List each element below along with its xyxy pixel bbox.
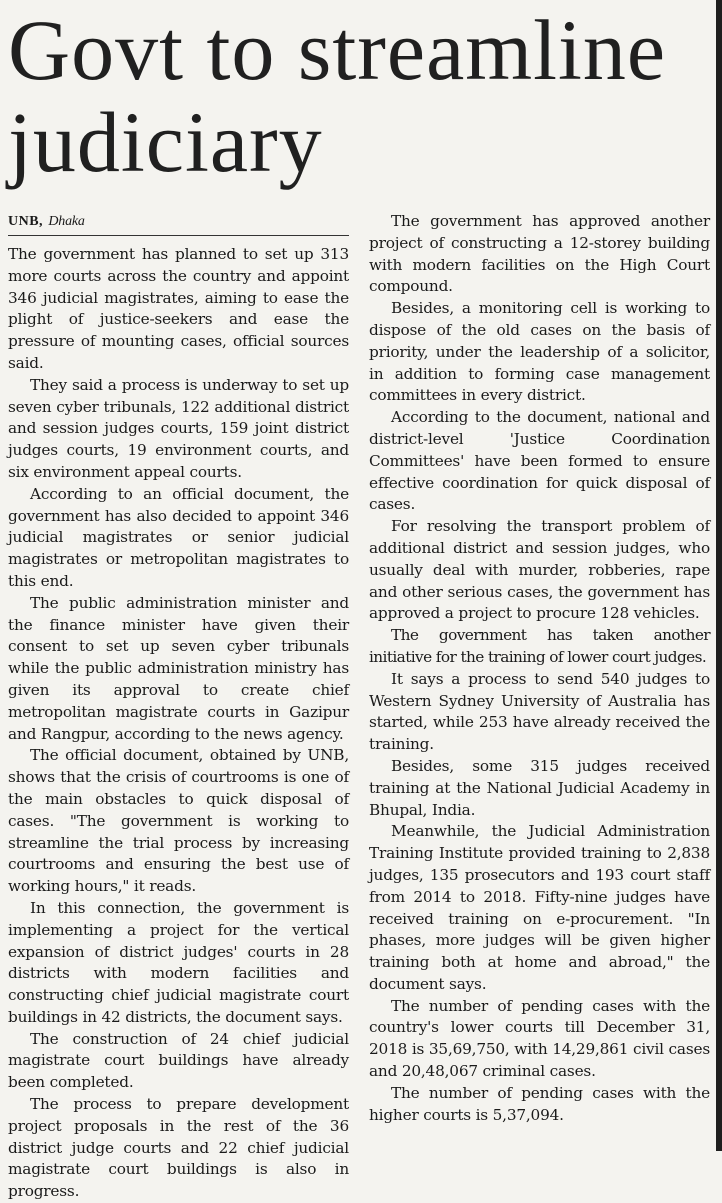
article-paragraph: The government has approved another project of constructing a 12-storey building with modern facilities on the High Court compound.: [369, 212, 710, 296]
article-paragraph: The number of pending cases with the higher courts is 5,37,094.: [369, 1083, 710, 1124]
article-paragraph: Meanwhile, the Judicial Administration Training Institute provided training to 2,838 judges, 135 prosecutors and 193 court staff from 2014 to 2018. Fifty-nine judges have received training on e-procurement. "In phases, more judges will be given higher training both at home and abroad," the document says.: [369, 822, 710, 993]
article-paragraph: The government has planned to set up 313 more courts across the country and appoint 346 judicial magistrates, aiming to ease the plight of justice-seekers and ease the pressure of mounting cases, official sources said.: [8, 245, 349, 372]
article-paragraph: According to an official document, the government has also decided to appoint 346 judicial magistrates or senior judicial magistrates or metropolitan magistrates to this end.: [8, 484, 349, 590]
byline-place: Dhaka: [48, 214, 85, 229]
article-paragraph: The public administration minister and the finance minister have given their consent to set up seven cyber tribunals while the public administration ministry has given its approval to create chief metropolitan magistrate courts in Gazipur and Rangpur, according to the news agency.: [8, 593, 349, 743]
article-column-left: [8, 212, 349, 1203]
article-paragraph: The number of pending cases with the country's lower courts till December 31, 2018 is 35,69,750, with 14,29,861 civil cases and 20,48,067 criminal cases.: [369, 996, 710, 1081]
article-paragraph: Besides, a monitoring cell is working to dispose of the old cases on the basis of priority, under the leadership of a solicitor, in addition to forming case management committees in every district.: [369, 299, 710, 405]
article-paragraph: According to the document, national and district-level 'Justice Coordination Committees' have been formed to ensure effective coordination for quick disposal of cases.: [369, 408, 710, 514]
article-paragraph: The official document, obtained by UNB, shows that the crisis of courtrooms is one of the main obstacles to quick disposal of cases. "The government is working to streamline the trial process by increasing courtrooms and ensuring the best use of working hours," it reads.: [8, 746, 349, 896]
article-paragraph: They said a process is underway to set up seven cyber tribunals, 122 additional district and session judges courts, 159 joint district judges courts, 19 environment courts, and six environment appeal courts.: [8, 375, 349, 481]
byline-agency: UNB,: [8, 214, 44, 229]
page-edge-rule: [716, 0, 722, 1151]
article-paragraph: The government has taken another initiative for the training of lower court judges.: [369, 626, 710, 666]
article-paragraph: It says a process to send 540 judges to Western Sydney University of Australia has started, while 253 have already received the training.: [369, 669, 710, 754]
article-paragraph: In this connection, the government is implementing a project for the vertical expansion of district judges' courts in 28 districts with modern facilities and constructing chief judicial magistrate court buildings in 42 districts, the document says.: [8, 898, 349, 1026]
article-column-right: [369, 211, 710, 1126]
article-paragraph: The construction of 24 chief judicial magistrate court buildings have already been completed.: [8, 1029, 349, 1092]
byline: [8, 212, 349, 236]
article-paragraph: The process to prepare development project proposals in the rest of the 36 district judge courts and 22 chief judicial magistrate court buildings is also in progress.: [8, 1095, 349, 1201]
article-paragraph: For resolving the transport problem of additional district and session judges, who usually deal with murder, robberies, rape and other serious cases, the government has approved a project to procure 128 vehicles.: [369, 517, 710, 623]
article-paragraph: Besides, some 315 judges received training at the National Judicial Academy in Bhupal, India.: [369, 756, 710, 819]
headline: Govt to streamline judiciary: [8, 2, 667, 190]
